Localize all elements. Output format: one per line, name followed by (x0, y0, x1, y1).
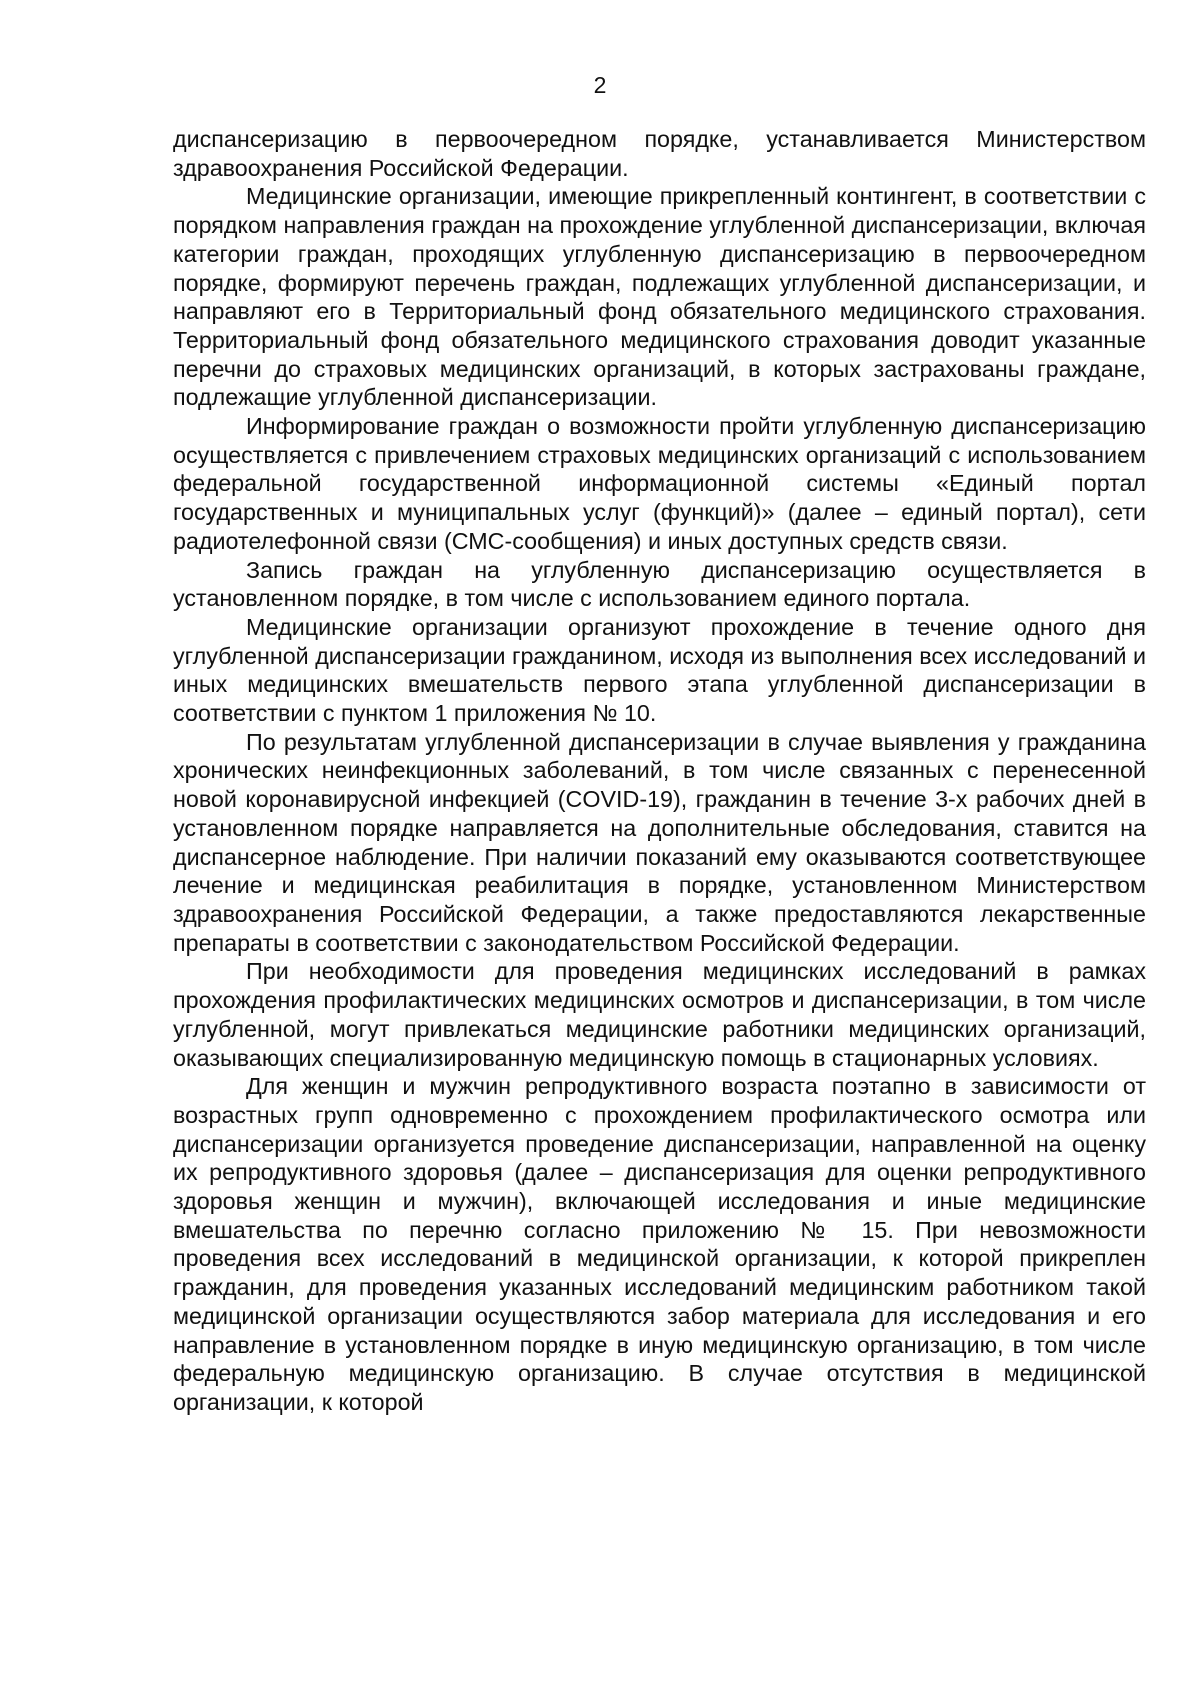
paragraph-registration: Запись граждан на углубленную диспансеризацию осуществляется в установленном порядке, в том числе с использованием единого портала. (173, 556, 1146, 612)
paragraph-citizen-lists: Медицинские организации, имеющие прикрепленный контингент, в соответствии с порядком направления граждан на прохождение углубленной диспансеризации, включая категории граждан, проходящих углубленную диспансеризацию в первоочередном порядке, формируют перечень граждан, подлежащих углубленной диспансеризации, и направляют его в Территориальный фонд обязательного медицинского страхования. Территориальный фонд обязательного медицинского страхования доводит указанные перечни до страховых медицинских организаций, в которых застрахованы граждане, подлежащие углубленной диспансеризации. (173, 183, 1146, 411)
paragraph-specialist-involvement: При необходимости для проведения медицинских исследований в рамках прохождения профилактических медицинских осмотров и диспансеризации, в том числе углубленной, могут привлекаться медицинские работники медицинских организаций, оказывающих специализированную медицинскую помощь в стационарных условиях. (173, 958, 1146, 1071)
paragraph-one-day-examination: Медицинские организации организуют прохождение в течение одного дня углубленной диспансеризации гражданином, исходя из выполнения всех исследований и иных медицинских вмешательств первого этапа углубленной диспансеризации в соответствии с пунктом 1 приложения № 10. (173, 613, 1146, 727)
paragraph-reproductive-health: Для женщин и мужчин репродуктивного возраста поэтапно в зависимости от возрастных групп одновременно с прохождением профилактического осмотра или диспансеризации организуется проведение диспансеризации, направленной на оценку их репродуктивного здоровья (далее – диспансеризация для оценки репродуктивного здоровья женщин и мужчин), включающей исследования и иные медицинские вмешательства по перечню согласно приложению № 15. При невозможности проведения всех исследований в медицинской организации, к которой прикреплен гражданин, для проведения указанных исследований медицинским работником такой медицинской организации осуществляются забор материала для исследования и его направление в установленном порядке в иную медицинскую организацию, в том числе федеральную медицинскую организацию. В случае отсутствия в медицинской организации, к которой (173, 1073, 1146, 1415)
page-number: 2 (593, 72, 607, 98)
paragraph-informing-citizens: Информирование граждан о возможности пройти углубленную диспансеризацию осуществляется с привлечением страховых медицинских организаций с использованием федеральной государственной информационной системы «Единый портал государственных и муниципальных услуг (функций)» (далее – единый портал), сети радиотелефонной связи (СМС-сообщения) и иных доступных средств связи. (173, 413, 1146, 554)
paragraph-results-follow-up: По результатам углубленной диспансеризации в случае выявления у гражданина хронических неинфекционных заболеваний, в том числе связанных с перенесенной новой коронавирусной инфекцией (COVID-19), гражданин в течение 3-х рабочих дней в установленном порядке направляется на дополнительные обследования, ставится на диспансерное наблюдение. При наличии показаний ему оказываются соответствующее лечение и медицинская реабилитация в порядке, установленном Министерством здравоохранения Российской Федерации, а также предоставляются лекарственные препараты в соответствии с законодательством Российской Федерации. (173, 728, 1146, 956)
paragraph-continuation: диспансеризацию в первоочередном порядке, устанавливается Министерством здравоохранения Российской Федерации. (173, 126, 1146, 181)
document-body (173, 125, 1146, 1417)
